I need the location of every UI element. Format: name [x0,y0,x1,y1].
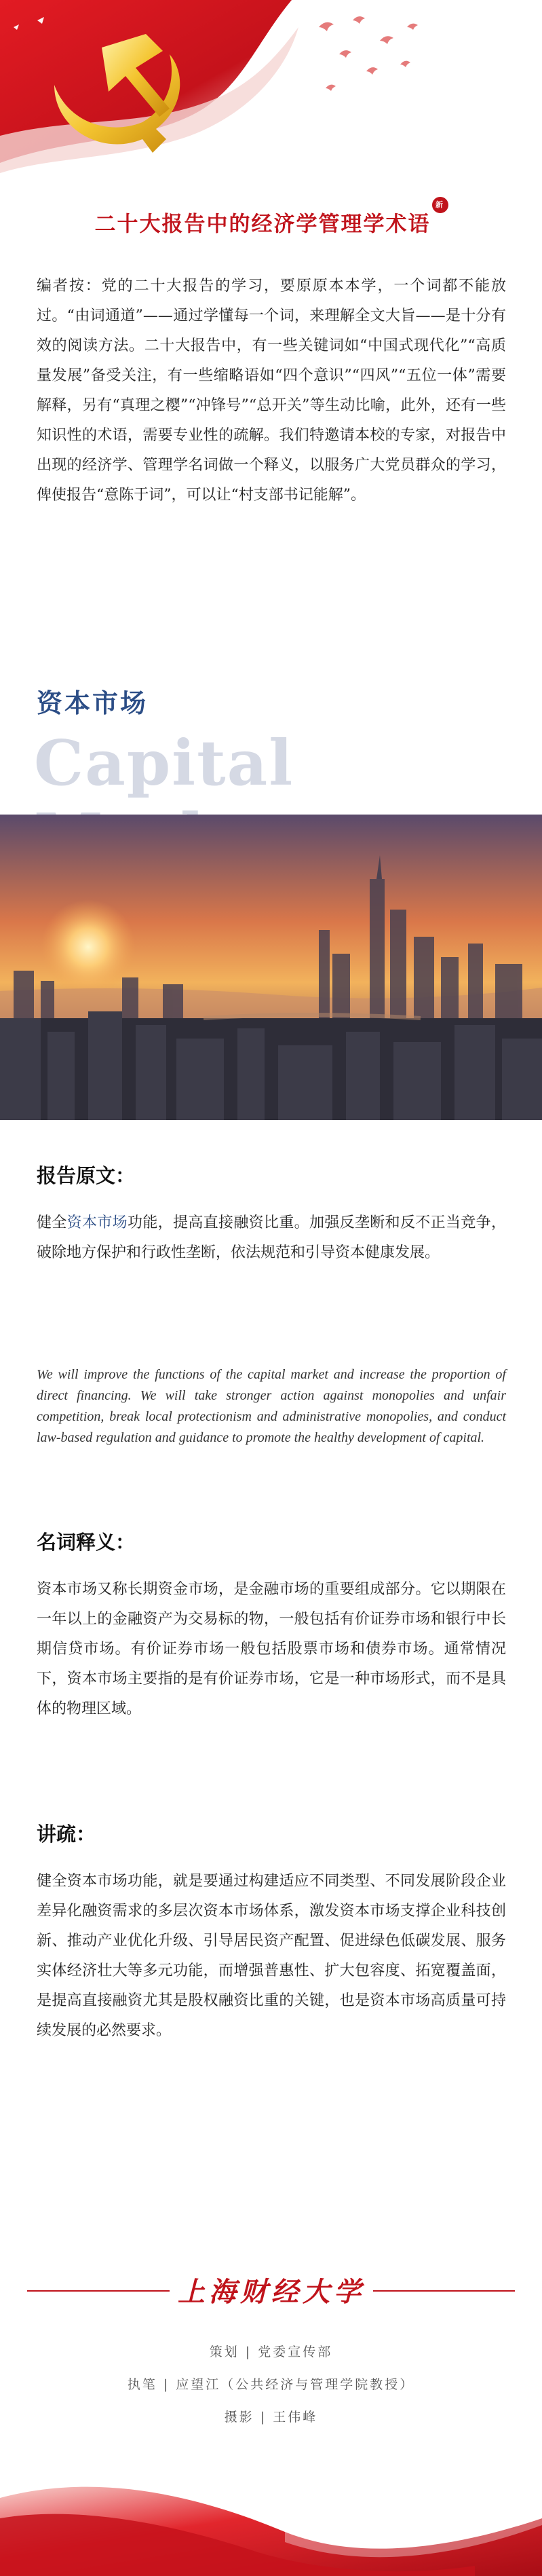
original-text-en: We will improve the functions of the capital market and increase the proportion of direct financing. We will take stronger action against monopolies and unfair competition, break local protectionism and administrative monopolies, and conduct law-based regulation and guidance to promote the healthy development of capital. [37,1367,506,1445]
original-heading: 报告原文： [37,1164,136,1187]
report-title: 二十大报告中的经济学管理学术语新华 [68,197,475,237]
header-banner [0,0,542,176]
red-flag-icon [0,2416,542,2576]
editor-note: 编者按：党的二十大报告的学习，要原原本本学，一个词都不能放过。“由词通道”——通过学懂每一个词，来理解全文大旨——是十分有效的阅读方法。二十大报告中，有一些关键词如“中国式现代化”“高质量发展”备受关注，有一些缩略语如“四个意识”“四风”“五位一体”需要解释，另有“真理之樱”“冲锋号”“总开关”等生动比喻，此外，还有一些知识性的术语，需要专业性的疏解。我们特邀请本校的专家，对报告中出现的经济学、管理学名词做一个释义，以服务广大党员群众的学习，俾使报告“意陈于词”，可以让“村支部书记能解”。 [37,278,506,504]
credit-author: 执笔 | 应望江（公共经济与管理学院教授） [127,2377,415,2392]
credit-planning: 策划 | 党委宣传部 [209,2345,333,2359]
city-skyline-photo [0,815,542,1120]
original-text: 健全资本市场功能，提高直接融资比重。加强反垄断和反不正当竞争，破除地方保护和行政性垄断，依法规范和引导资本健康发展。 [37,1214,506,1261]
credit-photo: 摄影 | 王伟峰 [224,2410,318,2425]
capital-market-highlight: 资本市场 [66,1214,128,1231]
seal-icon: 新华 [432,197,448,213]
topic-title-cn: 资本市场 [37,688,149,718]
lecture-text: 健全资本市场功能，就是要通过构建适应不同类型、不同发展阶段企业差异化融资需求的多层次资本市场体系，激发资本市场支撑企业科技创新、推动产业优化升级、引导居民资产配置、促进绿色低碳发展、服务实体经济壮大等多元功能，而增强普惠性、扩大包容度、拓宽覆盖面，是提高直接融资尤其是股权融资比重的关键，也是资本市场高质量可持续发展的必然要求。 [37,1873,506,2039]
dove-icon [319,16,418,91]
definition-text: 资本市场又称长期资金市场，是金融市场的重要组成部分。它以期限在一年以上的金融资产为交易标的物，一般包括有价证券市场和银行中长期信贷市场。有价证券市场一般包括股票市场和债券市场。通常情况下，资本市场主要指的是有价证券市场，它是一种市场形式，而不是具体的物理区域。 [37,1581,506,1717]
definition-heading: 名词释义： [37,1531,136,1554]
lecture-heading: 讲疏： [37,1823,96,1846]
topic-title-en: Capital [34,726,294,800]
university-logo: 上海财经大学 [178,2276,365,2308]
